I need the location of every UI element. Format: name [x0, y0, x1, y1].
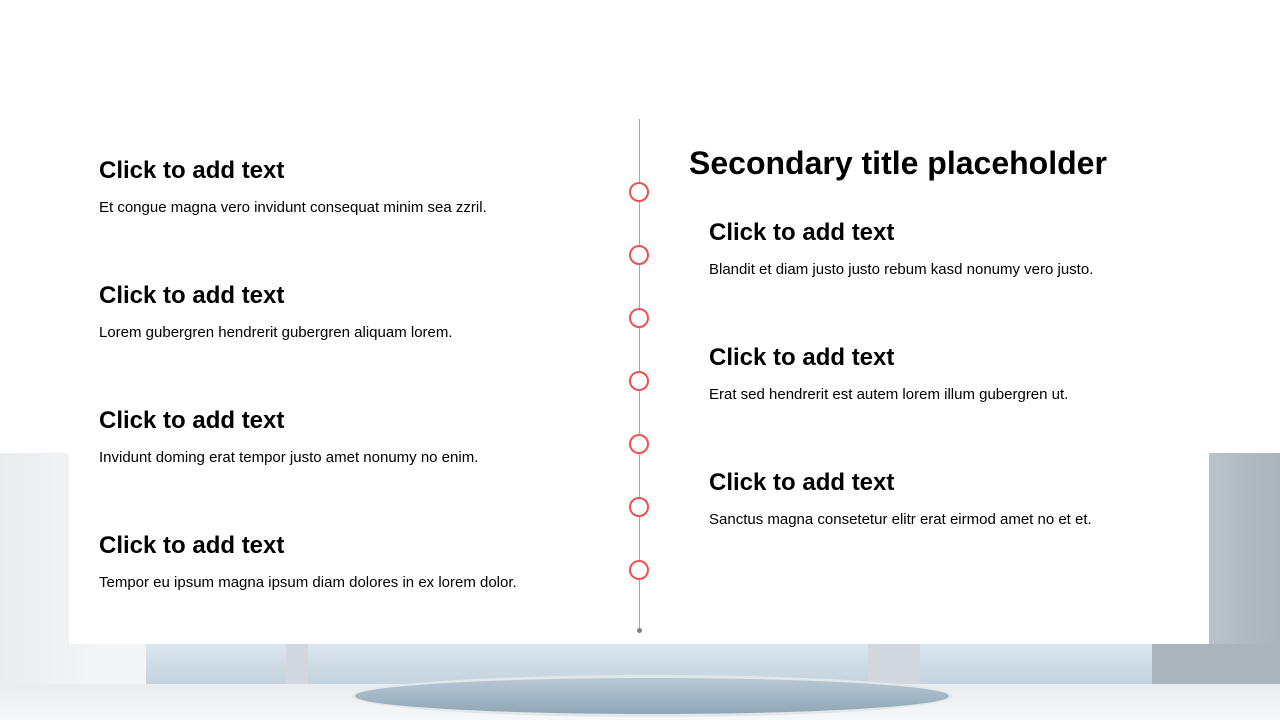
text-block[interactable]	[709, 344, 1229, 404]
text-block-heading: Click to add text	[709, 344, 895, 371]
text-block-body: Tempor eu ipsum magna ipsum diam dolores in ex lorem dolor.	[99, 574, 517, 591]
text-block-heading: Click to add text	[709, 219, 895, 246]
text-block-body: Lorem gubergren hendrerit gubergren aliquam lorem.	[99, 324, 453, 341]
timeline-marker	[629, 497, 649, 517]
text-block-body: Et congue magna vero invidunt consequat minim sea zzril.	[99, 199, 487, 216]
background-pillar	[286, 644, 308, 684]
text-block-body: Erat sed hendrerit est autem lorem illum gubergren ut.	[709, 386, 1069, 403]
timeline-marker	[629, 182, 649, 202]
text-block[interactable]	[99, 532, 619, 592]
text-block[interactable]	[99, 157, 619, 217]
timeline-marker	[629, 245, 649, 265]
timeline-marker	[629, 560, 649, 580]
background-platform	[352, 675, 952, 717]
secondary-title[interactable]: Secondary title placeholder	[689, 145, 1107, 181]
text-block[interactable]	[709, 219, 1229, 279]
timeline-end-dot	[637, 628, 642, 633]
timeline-marker	[629, 308, 649, 328]
background-pillar	[1152, 644, 1280, 684]
text-block-body: Sanctus magna consetetur elitr erat eirmod amet no et et.	[709, 511, 1092, 528]
text-block-heading: Click to add text	[709, 469, 895, 496]
text-block[interactable]	[99, 282, 619, 342]
text-block-body: Blandit et diam justo justo rebum kasd nonumy vero justo.	[709, 261, 1094, 278]
text-block[interactable]	[99, 407, 619, 467]
text-block-body: Invidunt doming erat tempor justo amet nonumy no enim.	[99, 449, 479, 466]
text-block-heading: Click to add text	[99, 282, 285, 309]
text-block-heading: Click to add text	[99, 532, 285, 559]
background-pillar	[868, 644, 920, 684]
text-block[interactable]	[709, 469, 1229, 529]
timeline-marker	[629, 434, 649, 454]
text-block-heading: Click to add text	[99, 157, 285, 184]
text-block-heading: Click to add text	[99, 407, 285, 434]
timeline-marker	[629, 371, 649, 391]
